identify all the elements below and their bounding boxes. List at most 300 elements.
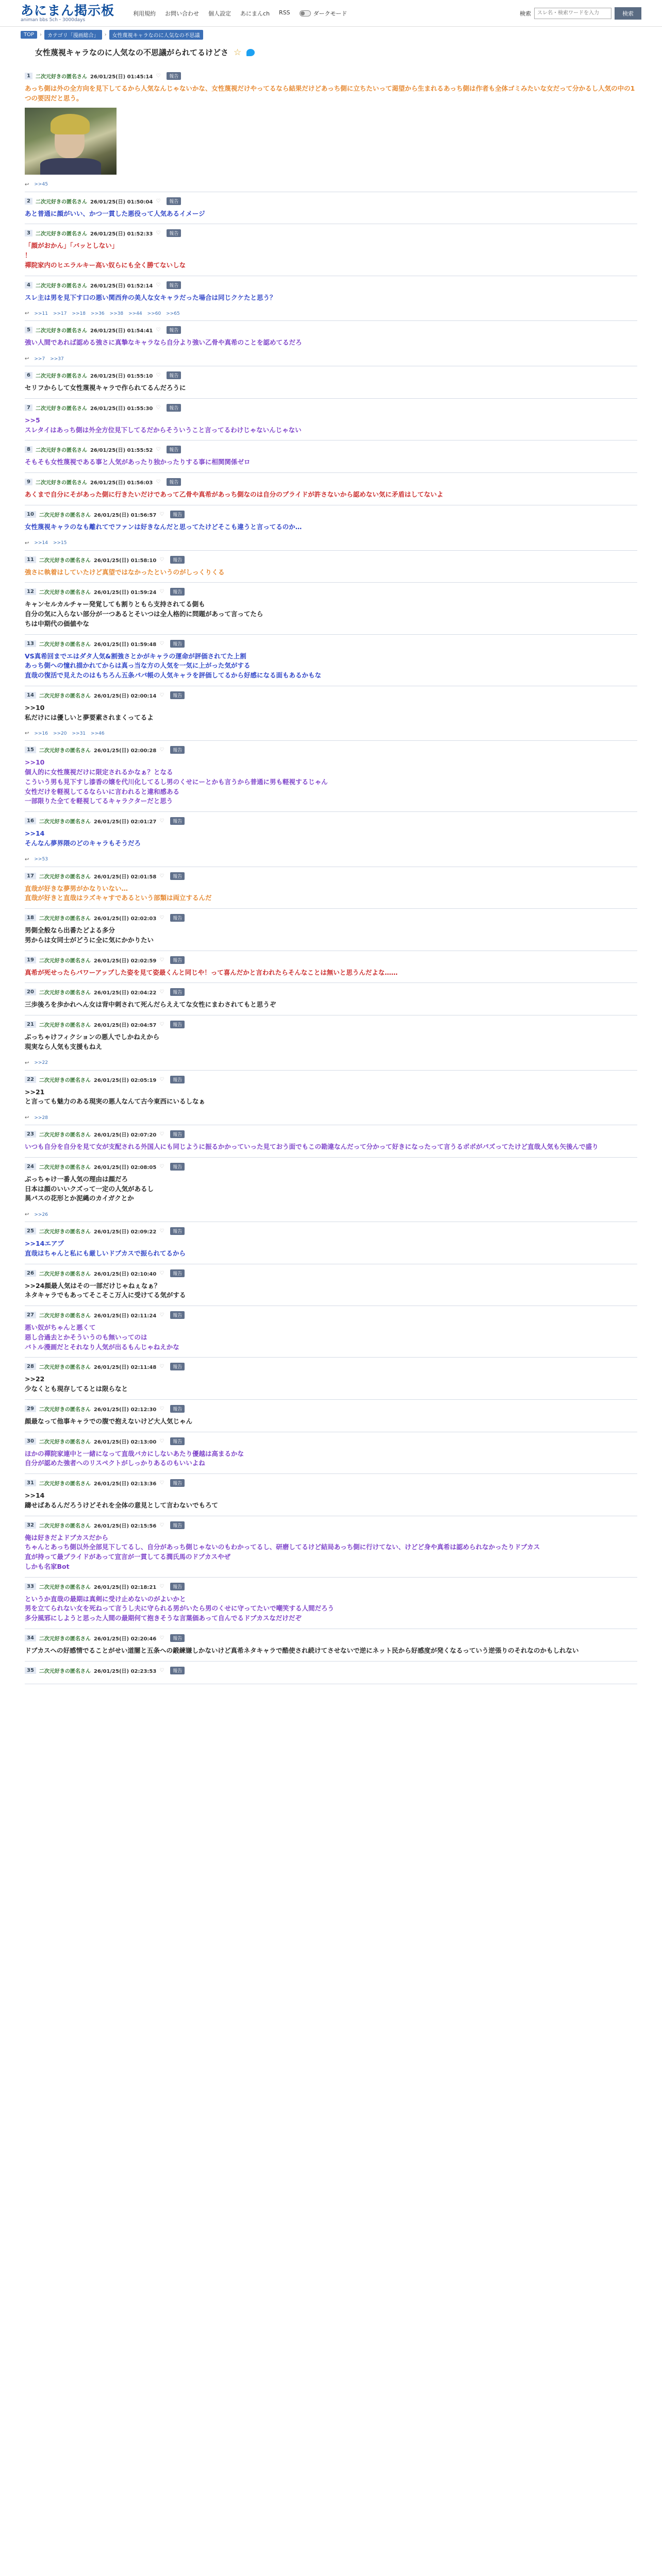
like-heart-icon[interactable]: ♡ (159, 1163, 164, 1170)
reply-link[interactable]: >>45 (34, 182, 48, 187)
reply-arrow-icon: ↩ (25, 1115, 29, 1121)
post-meta (25, 817, 637, 825)
post-number[interactable]: 3 (25, 230, 32, 236)
post-date: 26/01/25(日) 01:55:10 (90, 374, 153, 379)
post-body: あっち側は外の全方向を見下してるから人気なんじゃないかな、女性蔑視だけやってるなら結果だけどあっち側に立ちたいって渇望から生まれるあっち側は作者も全体ゴミみたいな女だって分かるし人気の中の1つの要因だと思う。 (25, 84, 635, 102)
post-meta (25, 1227, 637, 1235)
like-heart-icon[interactable]: ♡ (159, 1583, 164, 1589)
report-button[interactable]: 報告 (167, 229, 181, 237)
poster-name: 二次元好きの匿名さん (35, 374, 87, 379)
post-number[interactable]: 26 (25, 1270, 36, 1277)
post-date: 26/01/25(日) 01:55:30 (90, 405, 153, 412)
post-number[interactable]: 22 (25, 1076, 36, 1083)
post (25, 686, 637, 741)
like-heart-icon[interactable]: ♡ (156, 198, 161, 204)
report-button[interactable]: 報告 (170, 1021, 185, 1028)
reply-link[interactable]: >>17 (53, 311, 67, 316)
post-body: いつも自分を自分を見て女が支配される外国人にも同じように振るかかっていった見ておう面でもこの勘違なんだって分かって好きになったって言うるボボがパズってたけど直哉人気も矢後んで盛り (25, 1143, 599, 1150)
post-body: 強さに執着はしていたけど真望ではなかったというのがしっくりくる (25, 568, 225, 576)
post (25, 1264, 637, 1307)
reply-link[interactable]: >>46 (91, 731, 105, 736)
post-date: 26/01/25(日) 01:56:03 (90, 480, 153, 486)
post-meta (25, 371, 637, 379)
like-heart-icon[interactable]: ♡ (156, 404, 161, 411)
post-date: 26/01/25(日) 02:09:22 (93, 1229, 157, 1235)
report-button[interactable]: 報告 (170, 988, 185, 996)
post-body: >>14 躊せばあるんだろうけどそれを全体の意見として言わないでもろて (25, 1492, 218, 1509)
dark-mode-toggle[interactable] (300, 9, 347, 18)
like-heart-icon[interactable]: ♡ (159, 1480, 164, 1486)
poster-name: 二次元好きの匿名さん (39, 1023, 91, 1028)
reply-links (25, 1060, 637, 1066)
search-button[interactable]: 検索 (615, 7, 641, 20)
character-body-shape (40, 158, 101, 175)
post-meta (25, 1163, 637, 1171)
post-body: ぶっちゃけ一番人気の理由は顔だろ 日本は顔のいいクズって一定の人気があるし 異パスの花形とか泥縄のカイガクとか (25, 1175, 154, 1202)
nav-settings[interactable]: 個人設定 (208, 10, 231, 17)
report-button[interactable]: 報告 (167, 371, 181, 379)
post-meta (25, 1269, 637, 1277)
post-body: キャンセルカルチャー発覚しても割りともら支持されてる側も 自分の気に入らない部分が一つあるとそいつは全人格的に問題があって言ってたら ちは中期代の価値やな (25, 600, 263, 628)
post-date: 26/01/25(日) 02:08:05 (93, 1164, 157, 1171)
reply-link[interactable]: >>36 (91, 311, 105, 316)
poster-name: 二次元好きの匿名さん (35, 328, 87, 334)
poster-name: 二次元好きの匿名さん (39, 1132, 91, 1138)
post-meta (25, 588, 637, 596)
poster-name: 二次元好きの匿名さん (35, 405, 87, 412)
like-heart-icon[interactable]: ♡ (159, 915, 164, 921)
post-body: ほかの禪院家連中と一緒になって直哉バカにしないあたり優越は高まるかな 自分が認めた強者へのリスペクトがしっかりあるのもいいよね (25, 1449, 244, 1467)
post-body: ドブカスへの好感情でることがせい道闇と五条への鍛練嫌しかないけど真希ネタキャラで酷使され続けてさせないで逆にネット民から好感度が発くなるっていう逆張りのそれなのかもしれない (25, 1646, 579, 1654)
like-heart-icon[interactable]: ♡ (159, 1438, 164, 1444)
twitter-share-icon[interactable] (246, 49, 255, 56)
reply-link[interactable]: >>16 (34, 731, 48, 736)
report-button[interactable]: 報告 (170, 1583, 185, 1590)
post-body: 強い人間であれば認める強さに真摯なキャラなら自分より強い乙骨や真希のことを認めてるだろ (25, 338, 302, 347)
report-button[interactable]: 報告 (170, 640, 185, 648)
post-date: 26/01/25(日) 02:18:21 (93, 1584, 157, 1590)
post-date: 26/01/25(日) 01:59:48 (93, 641, 157, 648)
report-button[interactable]: 報告 (170, 691, 185, 699)
post-number[interactable]: 27 (25, 1312, 36, 1318)
reply-links (25, 311, 637, 316)
reply-link[interactable]: >>38 (109, 311, 124, 316)
post-body: セリフからして女性蔑視キャラで作られてるんだろうに (25, 384, 186, 392)
like-heart-icon[interactable]: ♡ (159, 989, 164, 995)
post-number[interactable]: 10 (25, 511, 36, 518)
report-button[interactable]: 報告 (170, 1521, 185, 1529)
report-button[interactable]: 報告 (170, 588, 185, 596)
post-meta (25, 229, 637, 237)
post (25, 399, 637, 441)
post-number[interactable]: 25 (25, 1228, 36, 1234)
post-meta (25, 1363, 637, 1370)
post-date: 26/01/25(日) 01:59:24 (93, 590, 157, 596)
post-date: 26/01/25(日) 02:00:14 (93, 693, 157, 699)
report-button[interactable]: 報告 (170, 817, 185, 825)
like-heart-icon[interactable]: ♡ (159, 1076, 164, 1082)
poster-name: 二次元好きの匿名さん (35, 448, 87, 454)
post-number[interactable]: 7 (25, 404, 32, 411)
post-number[interactable]: 16 (25, 818, 36, 824)
post-body: 俺は好きだよドブカスだから ちゃんとあっち側以外全部見下してるし、自分があっち側じゃないのもわかってるし、研磨してるけど結局あっち側に行けてない、けどど身や真希は認められなかったりドブカス 直が持って最プライドがあって宣言が一貫してる潤氏馬のドブカスやぜ しかも名家Bot (25, 1533, 540, 1570)
post-number[interactable]: 28 (25, 1363, 36, 1370)
post (25, 1629, 637, 1662)
logo-subtext: animan bbs 5ch・3000days (21, 17, 86, 23)
reply-arrow-icon: ↩ (25, 356, 29, 362)
report-button[interactable]: 報告 (170, 914, 185, 922)
post-number[interactable]: 21 (25, 1021, 36, 1028)
reply-link[interactable]: >>37 (50, 356, 64, 362)
search-input[interactable] (534, 8, 611, 19)
nav-rss[interactable]: RSS (279, 9, 290, 16)
reply-link[interactable]: >>60 (147, 311, 161, 316)
post-body: >>21 と言っても魅力のある現実の悪人なんて古今東西にいるしなぁ (25, 1088, 206, 1106)
poster-name: 二次元好きの匿名さん (39, 1523, 91, 1529)
like-heart-icon[interactable]: ♡ (159, 873, 164, 879)
post (25, 473, 637, 505)
post (25, 366, 637, 399)
reply-link[interactable]: >>7 (34, 356, 45, 362)
post-meta (25, 1311, 637, 1319)
post-body: 真希が死せったらパワーアップした姿を見て姿最くんと同じや！って喜んだかと言われたらそんなことは無いと思うんだよな…… (25, 968, 398, 976)
report-button[interactable]: 報告 (170, 1311, 185, 1319)
post-number[interactable]: 18 (25, 914, 36, 921)
post-meta (25, 281, 637, 289)
post (25, 1358, 637, 1400)
breadcrumb-thread[interactable]: 女性蔑視キャラなのに人気なの不思議 (109, 30, 203, 40)
post-body: 三歩後ろを歩かれへん女は背中刺されて死んだらええてな女性にまわされてもと思うぞ (25, 1001, 276, 1009)
post-number[interactable]: 35 (25, 1667, 36, 1674)
post-number[interactable]: 11 (25, 556, 36, 563)
post (25, 867, 637, 909)
poster-name: 二次元好きの匿名さん (39, 748, 91, 754)
breadcrumb (21, 30, 641, 40)
like-heart-icon[interactable]: ♡ (159, 1522, 164, 1528)
thread-title-row (21, 43, 641, 67)
poster-name: 二次元好きの匿名さん (39, 1271, 91, 1277)
post-image[interactable] (25, 108, 117, 175)
reply-link[interactable]: >>53 (34, 857, 48, 862)
report-button[interactable]: 報告 (170, 1076, 185, 1083)
post-meta (25, 72, 637, 80)
post-meta (25, 197, 637, 205)
like-heart-icon[interactable]: ♡ (156, 327, 161, 333)
post-number[interactable]: 32 (25, 1522, 36, 1529)
post-date: 26/01/25(日) 01:45:14 (90, 74, 153, 80)
breadcrumb-top[interactable]: TOP (21, 31, 37, 39)
post-meta (25, 556, 637, 564)
reply-arrow-icon: ↩ (25, 181, 29, 188)
post-meta (25, 914, 637, 922)
post-body: >>22 少なくとも現存してるとは限らなと (25, 1375, 128, 1393)
post (25, 1474, 637, 1516)
post-meta (25, 1437, 637, 1445)
post-body: >>14 そんなん夢界隈のどのキャラもそうだろ (25, 829, 141, 847)
post-meta (25, 1076, 637, 1083)
like-heart-icon[interactable]: ♡ (159, 1022, 164, 1027)
report-button[interactable]: 報告 (170, 746, 185, 754)
like-heart-icon[interactable]: ♡ (159, 1405, 164, 1412)
post-number[interactable]: 9 (25, 479, 32, 485)
like-heart-icon[interactable]: ♡ (159, 1131, 164, 1137)
post (25, 505, 637, 551)
like-heart-icon[interactable]: ♡ (159, 1312, 164, 1318)
reply-link[interactable]: >>31 (72, 731, 86, 736)
post (25, 983, 637, 1015)
post-number[interactable]: 4 (25, 282, 32, 289)
poster-name: 二次元好きの匿名さん (39, 1584, 91, 1590)
post-meta (25, 956, 637, 964)
poster-name: 二次元好きの匿名さん (39, 1668, 91, 1674)
post-meta (25, 1479, 637, 1487)
like-heart-icon[interactable]: ♡ (159, 640, 164, 647)
post-body: 悪い奴がちゃんと悪くて 惡し合過去とかそういうのも無いってのは バトル漫画だとそれなり人気が出るもんじゃねえかな (25, 1324, 179, 1351)
reply-link[interactable]: >>28 (34, 1115, 48, 1121)
post-body: 男側全般なら出番たどよる多分 男からは女同士がどうに全に気にかかりたい (25, 926, 154, 944)
post (25, 951, 637, 984)
poster-name: 二次元好きの匿名さん (39, 819, 91, 825)
favorite-star-icon[interactable]: ☆ (234, 47, 242, 58)
like-heart-icon[interactable]: ♡ (159, 1635, 164, 1641)
post-number[interactable]: 23 (25, 1131, 36, 1138)
post-meta (25, 326, 637, 334)
report-button[interactable]: 報告 (170, 1227, 185, 1235)
post (25, 812, 637, 867)
post-meta (25, 1667, 637, 1674)
like-heart-icon[interactable]: ♡ (159, 1364, 164, 1370)
report-button[interactable]: 報告 (170, 1130, 185, 1138)
report-button[interactable]: 報告 (167, 281, 181, 289)
post-meta (25, 1405, 637, 1413)
post (25, 1158, 637, 1222)
post-date: 26/01/25(日) 01:52:33 (90, 231, 153, 238)
poster-name: 二次元好きの匿名さん (39, 590, 91, 596)
post-number[interactable]: 29 (25, 1405, 36, 1412)
post-body: 「顔がおかん」「バッとしない」 ！ 禪院家内のヒエラルキー高い奴らにも全く勝てないしな (25, 242, 186, 269)
reply-links (25, 1212, 637, 1217)
post-body: というか直哉の最期は真剣に受け止めないのがよいかと 男を立てられない女を死ねって言うし夫に守られる男がいたら男のくせに守ってたいで嘲笑する人間だろう 多分風邪にしようと思った人間の最期何て抱きそうな言葉価あって自んでるドブカスなだけだぞ (25, 1595, 335, 1622)
like-heart-icon[interactable]: ♡ (156, 447, 161, 453)
like-heart-icon[interactable]: ♡ (159, 589, 164, 595)
report-button[interactable]: 報告 (170, 872, 185, 880)
breadcrumb-category[interactable]: カテゴリ「漫画総合」 (44, 30, 102, 40)
poster-name: 二次元好きの匿名さん (39, 958, 91, 964)
post-number[interactable]: 15 (25, 747, 36, 753)
like-heart-icon[interactable]: ♡ (159, 1270, 164, 1276)
post-number[interactable]: 1 (25, 73, 32, 79)
report-button[interactable]: 報告 (170, 511, 185, 518)
poster-name: 二次元好きの匿名さん (39, 1313, 91, 1319)
reply-link[interactable]: >>18 (72, 311, 86, 316)
reply-link[interactable]: >>44 (128, 311, 142, 316)
reply-arrow-icon: ↩ (25, 1060, 29, 1066)
poster-name: 二次元好きの匿名さん (35, 480, 87, 486)
post-date: 26/01/25(日) 02:00:28 (93, 748, 157, 754)
poster-name: 二次元好きの匿名さん (39, 1481, 91, 1487)
post (25, 224, 637, 276)
reply-links (25, 356, 637, 362)
reply-link[interactable]: >>20 (53, 731, 67, 736)
like-heart-icon[interactable]: ♡ (156, 282, 161, 288)
poster-name: 二次元好きの匿名さん (35, 231, 87, 238)
post-number[interactable]: 33 (25, 1583, 36, 1590)
post-meta (25, 691, 637, 699)
post-number[interactable]: 31 (25, 1480, 36, 1486)
post-number[interactable]: 20 (25, 989, 36, 995)
report-button[interactable]: 報告 (170, 1269, 185, 1277)
report-button[interactable]: 報告 (170, 556, 185, 564)
like-heart-icon[interactable]: ♡ (159, 692, 164, 698)
post-meta (25, 1634, 637, 1642)
poster-name: 二次元好きの匿名さん (39, 1229, 91, 1235)
poster-name: 二次元好きの匿名さん (35, 283, 87, 289)
post-date: 26/01/25(日) 01:58:10 (93, 557, 157, 564)
post (25, 583, 637, 634)
like-heart-icon[interactable]: ♡ (159, 556, 164, 563)
post-meta (25, 478, 637, 486)
report-button[interactable]: 報告 (167, 446, 181, 453)
report-button[interactable]: 報告 (167, 326, 181, 334)
poster-name: 二次元好きの匿名さん (39, 641, 91, 648)
report-button[interactable]: 報告 (170, 1634, 185, 1642)
report-button[interactable]: 報告 (170, 1437, 185, 1445)
reply-link[interactable]: >>15 (53, 540, 67, 546)
post-body: スレ主は男を見下す口の悪い関西弁の美人な女キャラだった場合は同じクケたと思う？ (25, 293, 276, 301)
post (25, 741, 637, 812)
report-button[interactable]: 報告 (167, 197, 181, 205)
nav-animanch[interactable]: あにまんch (240, 10, 270, 17)
post-number[interactable]: 6 (25, 372, 32, 379)
report-button[interactable]: 報告 (170, 1405, 185, 1413)
post-date: 26/01/25(日) 02:02:03 (93, 916, 157, 922)
post-meta (25, 1583, 637, 1590)
reply-link[interactable]: >>22 (34, 1060, 48, 1065)
post-number[interactable]: 13 (25, 640, 36, 647)
post-meta (25, 746, 637, 754)
post (25, 1125, 637, 1158)
report-button[interactable]: 報告 (167, 478, 181, 486)
character-hair-shape (51, 114, 90, 134)
report-button[interactable]: 報告 (170, 1479, 185, 1487)
report-button[interactable]: 報告 (167, 404, 181, 412)
post (25, 551, 637, 583)
reply-link[interactable]: >>65 (166, 311, 180, 316)
post-number[interactable]: 19 (25, 957, 36, 963)
poster-name: 二次元好きの匿名さん (39, 1636, 91, 1642)
post (25, 1432, 637, 1475)
post-date: 26/01/25(日) 02:13:00 (93, 1439, 157, 1445)
reply-link[interactable]: >>14 (34, 540, 48, 546)
main-content (21, 27, 641, 1684)
poster-name: 二次元好きの匿名さん (39, 512, 91, 518)
nav-terms[interactable]: 利用規約 (133, 10, 156, 17)
like-heart-icon[interactable]: ♡ (159, 957, 164, 963)
report-button[interactable]: 報告 (170, 956, 185, 964)
post-meta (25, 1021, 637, 1028)
like-heart-icon[interactable]: ♡ (159, 1667, 164, 1673)
breadcrumb-separator-icon: › (104, 32, 107, 38)
poster-name: 二次元好きの匿名さん (35, 199, 87, 205)
poster-name: 二次元好きの匿名さん (39, 1439, 91, 1445)
post (25, 1306, 637, 1358)
breadcrumb-separator-icon: › (40, 32, 42, 38)
like-heart-icon[interactable]: ♡ (159, 818, 164, 824)
site-logo[interactable] (21, 4, 114, 23)
post (25, 440, 637, 473)
post (25, 909, 637, 951)
like-heart-icon[interactable]: ♡ (156, 372, 161, 378)
post-meta (25, 872, 637, 880)
like-heart-icon[interactable]: ♡ (159, 511, 164, 517)
post-number[interactable]: 2 (25, 198, 32, 205)
post-number[interactable]: 30 (25, 1438, 36, 1445)
reply-link[interactable]: >>11 (34, 311, 48, 316)
post-number[interactable]: 12 (25, 588, 36, 595)
post-body: 女性蔑視キャラのなも離れてでファンは好きなんだと思ってたけどそこも違うと言ってるのか… (25, 522, 302, 531)
post (25, 1222, 637, 1264)
post-meta (25, 640, 637, 648)
post-body: あくまで自分にそがあった側に行きたいだけであって乙骨や真希があっち側なのは自分のプライドが許さないから認めない気に矛盾はしてないよ (25, 490, 443, 498)
poster-name: 二次元好きの匿名さん (39, 1406, 91, 1413)
like-heart-icon[interactable]: ♡ (156, 73, 161, 79)
post-number[interactable]: 8 (25, 446, 32, 453)
like-heart-icon[interactable]: ♡ (156, 479, 161, 485)
site-header (0, 0, 662, 27)
reply-links (25, 1115, 637, 1121)
post-meta (25, 446, 637, 453)
post-number[interactable]: 17 (25, 873, 36, 879)
post (25, 1071, 637, 1126)
nav-contact[interactable]: お問い合わせ (165, 10, 200, 17)
poster-name: 二次元好きの匿名さん (39, 1164, 91, 1171)
like-heart-icon[interactable]: ♡ (156, 230, 161, 236)
post (25, 1578, 637, 1629)
search-area (520, 7, 641, 20)
post-number[interactable]: 14 (25, 692, 36, 699)
post-date: 26/01/25(日) 02:04:57 (93, 1023, 157, 1028)
post-date: 26/01/25(日) 02:12:30 (93, 1406, 157, 1413)
post-date: 26/01/25(日) 02:02:59 (93, 958, 157, 964)
report-button[interactable]: 報告 (170, 1667, 185, 1674)
like-heart-icon[interactable]: ♡ (159, 1228, 164, 1234)
post-date: 26/01/25(日) 02:13:36 (93, 1481, 157, 1487)
report-button[interactable]: 報告 (170, 1363, 185, 1370)
poster-name: 二次元好きの匿名さん (39, 557, 91, 564)
like-heart-icon[interactable]: ♡ (159, 747, 164, 753)
reply-arrow-icon: ↩ (25, 856, 29, 862)
post-date: 26/01/25(日) 02:15:56 (93, 1523, 157, 1529)
post-date: 26/01/25(日) 02:11:24 (93, 1313, 157, 1319)
post-number[interactable]: 34 (25, 1635, 36, 1641)
reply-link[interactable]: >>26 (34, 1212, 48, 1217)
top-nav (133, 9, 290, 18)
post-date: 26/01/25(日) 01:56:57 (93, 512, 157, 518)
toggle-switch-icon[interactable] (300, 10, 311, 16)
reply-arrow-icon: ↩ (25, 540, 29, 546)
post-number[interactable]: 24 (25, 1163, 36, 1170)
post-date: 26/01/25(日) 02:11:48 (93, 1365, 157, 1371)
search-label: 検索 (520, 10, 531, 17)
report-button[interactable]: 報告 (170, 1163, 185, 1171)
post-body: >>10 私だけには優しいと夢要素されまくってるよ (25, 703, 154, 721)
post-meta (25, 404, 637, 412)
post-date: 26/01/25(日) 02:05:19 (93, 1077, 157, 1083)
reply-links (25, 857, 637, 862)
post-number[interactable]: 5 (25, 327, 32, 333)
post-meta (25, 1130, 637, 1138)
report-button[interactable]: 報告 (167, 72, 181, 80)
